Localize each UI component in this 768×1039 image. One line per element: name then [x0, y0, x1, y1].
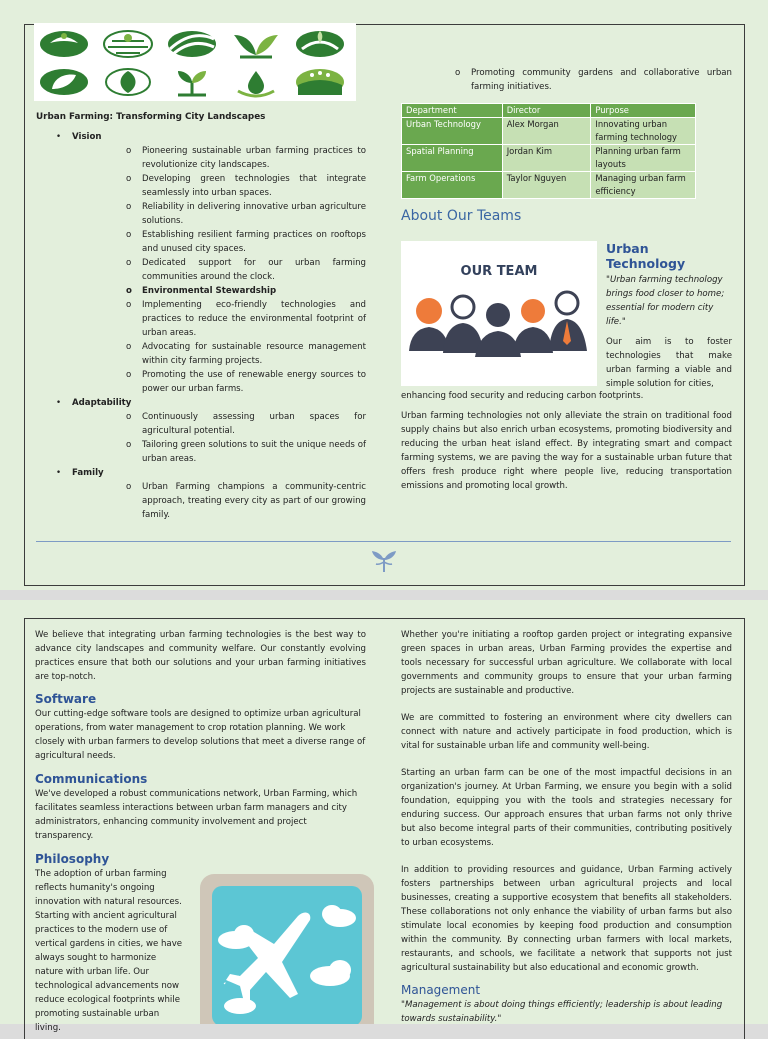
table-row: Urban Technology Alex Morgan Innovating urban farming technology	[402, 118, 696, 145]
tech-paragraph: Urban farming technologies not only alleviate the strain on traditional food supply chains but also enrich urban ecosystems, promoting biodiversity and reducing the urban heat island effect. By integrating smart and compact farming systems, we are paving the way for a sustainable urban future that offers fresh produce right where people live, reducing transportation emissions and promoting local growth.	[401, 411, 732, 491]
section-label: Family	[72, 468, 104, 478]
main-heading: Urban Farming: Transforming City Landscapes	[36, 112, 266, 122]
philosophy-paragraph: The adoption of urban farming reflects humanity's ongoing innovation with natural resources. Starting with ancient agricultural practices to the modern use of vertical gardens in cities, we have always sought to harmonize nature with urban life. Our technological advancements now reduce ecological footprints while promoting sustainable urban living.	[35, 869, 183, 1033]
list-item: o Implementing eco-friendly technologies and practices to reduce the environmental footprint of urban areas.	[126, 300, 366, 338]
team-image	[401, 241, 597, 386]
list-item: • Family o Urban Farming champions a community-centric approach, treating every city as part of our growing family.	[56, 468, 366, 520]
list-item: o Environmental Stewardship	[126, 286, 277, 296]
list-item: o Dedicated support for our urban farming communities around the clock.	[126, 258, 366, 282]
values-list	[36, 130, 366, 522]
page-2	[0, 600, 768, 1033]
table-header: Director	[502, 104, 591, 118]
page2-right-column	[401, 628, 732, 1026]
management-quote: "Management is about doing things efficiently; leadership is about leading towards sustainability."	[401, 1000, 723, 1024]
page1-left-column	[36, 110, 366, 522]
page1-right-column	[401, 66, 732, 493]
list-item: o Advocating for sustainable resource management within city farming projects.	[126, 342, 366, 366]
section-label: Environmental Stewardship	[142, 286, 277, 296]
table-row: Spatial Planning Jordan Kim Planning urban farm layouts	[402, 145, 696, 172]
team-aim-end: enhancing food security and reducing carbon footprints.	[401, 391, 644, 401]
right-paragraph-1: Whether you're initiating a rooftop garden project or integrating expansive green spaces in urban areas, Urban Farming provides the expertise and tools necessary for successful urban agriculture. We collaborate with local governments and community groups to ensure that your urban farming projects are sustainable and productive.	[401, 630, 732, 696]
table-header-row	[402, 104, 696, 118]
list-item: o Promoting community gardens and collaborative urban farming initiatives.	[455, 68, 732, 92]
philosophy-heading: Philosophy	[35, 852, 110, 866]
team-text	[606, 241, 732, 391]
divider	[36, 541, 731, 542]
section-label: Adaptability	[72, 398, 132, 408]
communications-paragraph: We've developed a robust communications network, Urban Farming, which facilitates seamless interactions between urban farm managers and city administrators, enhancing community involvement and project transparency.	[35, 789, 358, 841]
sublist	[72, 480, 366, 522]
leaf-ornament-icon	[370, 548, 398, 574]
right-paragraph-2: We are committed to fostering an environment where city dwellers can connect with nature and actively participate in food production, which is vital for sustainable urban life and community well-being.	[401, 713, 732, 751]
list-item: o Continuously assessing urban spaces for agricultural potential.	[126, 412, 366, 436]
team-quote: "Urban farming technology brings food closer to home; essential for modern city life."	[606, 275, 725, 327]
airplane-icon	[200, 874, 374, 1024]
intro-paragraph: We believe that integrating urban farming technologies is the best way to advance city landscapes and community welfare. Our constantly evolving practices ensure that both our solutions and your urban farming initiatives are top-notch.	[35, 630, 366, 682]
department-table	[401, 103, 696, 199]
logo-grid	[34, 23, 356, 101]
software-paragraph: Our cutting-edge software tools are designed to optimize urban agricultural operations, from water management to crop rotation planning. We work closely with urban farmers to develop solutions that meet a diverse range of agricultural needs.	[35, 709, 366, 761]
list-item: o Reliability in delivering innovative urban agriculture solutions.	[126, 202, 366, 226]
list-item: • Vision o Pioneering sustainable urban farming practices to revolutionize city landscapes. o Developing green technologies that integrate seamlessly into urban spaces. o Reliability in delivering innovative urban agriculture solutions. o Establishing resilient farming practices on rooftops and unused city spaces. o Dedicated support for our urban farming communities around the clock. o Environmental Stewardship o Implementing eco-friendly technologies and practices to reduce the environmental footprint of urban areas. o Advocating for sustainable resource management within city farming projects. o Promoting the use of renewable energy sources to power our urban farms.	[56, 132, 366, 394]
list-item: o Promoting the use of renewable energy sources to power our urban farms.	[126, 370, 366, 394]
sublist	[72, 410, 366, 466]
list-item: o Establishing resilient farming practices on rooftops and unused city spaces.	[126, 230, 366, 254]
table-header: Purpose	[591, 104, 696, 118]
team-aim: Our aim is to foster technologies that make urban farming a viable and simple solution for cities,	[606, 337, 732, 389]
team-image-title: OUR TEAM	[460, 264, 538, 279]
airplane-image	[200, 874, 374, 1024]
team-people-icon	[401, 241, 597, 386]
leaf-logos-image	[34, 23, 356, 101]
list-item: • Adaptability o Continuously assessing urban spaces for agricultural potential. o Tailoring green solutions to suit the unique needs of urban areas.	[56, 398, 366, 464]
right-paragraph-4: In addition to providing resources and guidance, Urban Farming actively fosters partnerships between urban agricultural projects and local businesses, creating a supportive ecosystem that benefits all stakeholders. These collaborations not only enhance the viability of urban farms but also stimulate local economies by keeping food production and consumption within the community. By connecting urban farmers with local markets, restaurants, and schools, we facilitate a network that supports not just agricultural sustainability but also educational and economic growth.	[401, 865, 732, 973]
sublist	[401, 66, 732, 94]
section-label: Vision	[72, 132, 102, 142]
table-header: Department	[402, 104, 503, 118]
list-item: o Tailoring green solutions to suit the unique needs of urban areas.	[126, 440, 366, 464]
teams-heading: About Our Teams	[401, 208, 522, 224]
table-row: Farm Operations Taylor Nguyen Managing urban farm efficiency	[402, 172, 696, 199]
list-item: o Urban Farming champions a community-centric approach, treating every city as part of our growing family.	[126, 482, 366, 520]
right-paragraph-3: Starting an urban farm can be one of the most impactful decisions in an organization's journey. At Urban Farming, we ensure you begin with a solid foundation, equipping you with the tools and strategies necessary for enduring success. Our approach ensures that urban farms not only thrive but also become integral parts of their communities, contributing positively to urban ecosystems.	[401, 768, 732, 848]
management-heading: Management	[401, 983, 481, 997]
list-item: o Developing green technologies that integrate seamlessly into urban spaces.	[126, 174, 366, 198]
list-item: o Pioneering sustainable urban farming practices to revolutionize city landscapes.	[126, 146, 366, 170]
communications-heading: Communications	[35, 772, 148, 786]
team-heading: Urban Technology	[606, 241, 686, 271]
software-heading: Software	[35, 692, 97, 706]
sublist	[72, 144, 366, 396]
team-block	[401, 241, 732, 401]
